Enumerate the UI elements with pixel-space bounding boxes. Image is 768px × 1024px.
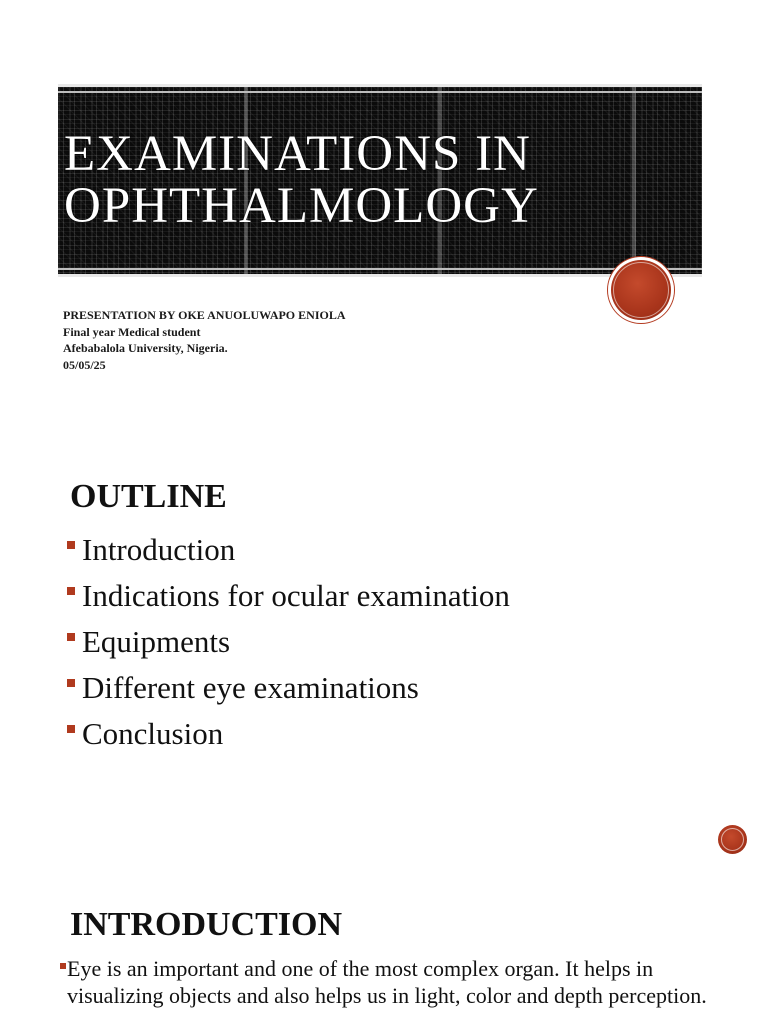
introduction-text: Eye is an important and one of the most complex organ. It helps in visualizing objects and also helps us in light, color and depth perception. xyxy=(67,956,707,1008)
square-bullet-icon xyxy=(67,633,75,641)
outline-item xyxy=(64,714,510,760)
outline-item-label: Introduction xyxy=(82,532,236,567)
slide-title-line-2: OPHTHALMOLOGY xyxy=(64,178,539,234)
outline-heading: OUTLINE xyxy=(70,478,227,515)
outline-item xyxy=(64,530,510,576)
outline-item xyxy=(64,668,510,714)
outline-item-label: Different eye examinations xyxy=(82,670,419,705)
presentation-date: 05/05/25 xyxy=(63,357,106,372)
decorative-small-circle xyxy=(718,825,747,854)
banner-bottom-inner-rule xyxy=(58,268,702,270)
banner-bottom-rule xyxy=(58,274,702,277)
square-bullet-icon xyxy=(67,679,75,687)
introduction-heading: INTRODUCTION xyxy=(70,906,343,943)
title-banner xyxy=(58,84,702,277)
outline-item xyxy=(64,576,510,622)
outline-item-label: Conclusion xyxy=(82,716,224,751)
outline-item-label: Indications for ocular examination xyxy=(82,578,510,613)
presenter-institution: Afebabalola University, Nigeria. xyxy=(63,341,228,355)
banner-top-inner-rule xyxy=(58,91,702,93)
outline-item xyxy=(64,622,510,668)
square-bullet-icon xyxy=(67,587,75,595)
square-bullet-icon xyxy=(60,963,66,969)
presenter-role: Final year Medical student xyxy=(63,324,201,339)
presenter-line: PRESENTATION BY OKE ANUOLUWAPO ENIOLA xyxy=(63,308,346,322)
presenter-info xyxy=(63,307,346,373)
square-bullet-icon xyxy=(67,725,75,733)
outline-item-label: Equipments xyxy=(82,624,231,659)
slide-title xyxy=(64,128,539,232)
introduction-paragraph xyxy=(58,955,718,1009)
decorative-circle-badge xyxy=(608,257,674,323)
outline-list xyxy=(64,530,510,760)
banner-top-rule xyxy=(58,84,702,87)
square-bullet-icon xyxy=(67,541,75,549)
slide-title-line-1: EXAMINATIONS IN xyxy=(64,126,531,182)
